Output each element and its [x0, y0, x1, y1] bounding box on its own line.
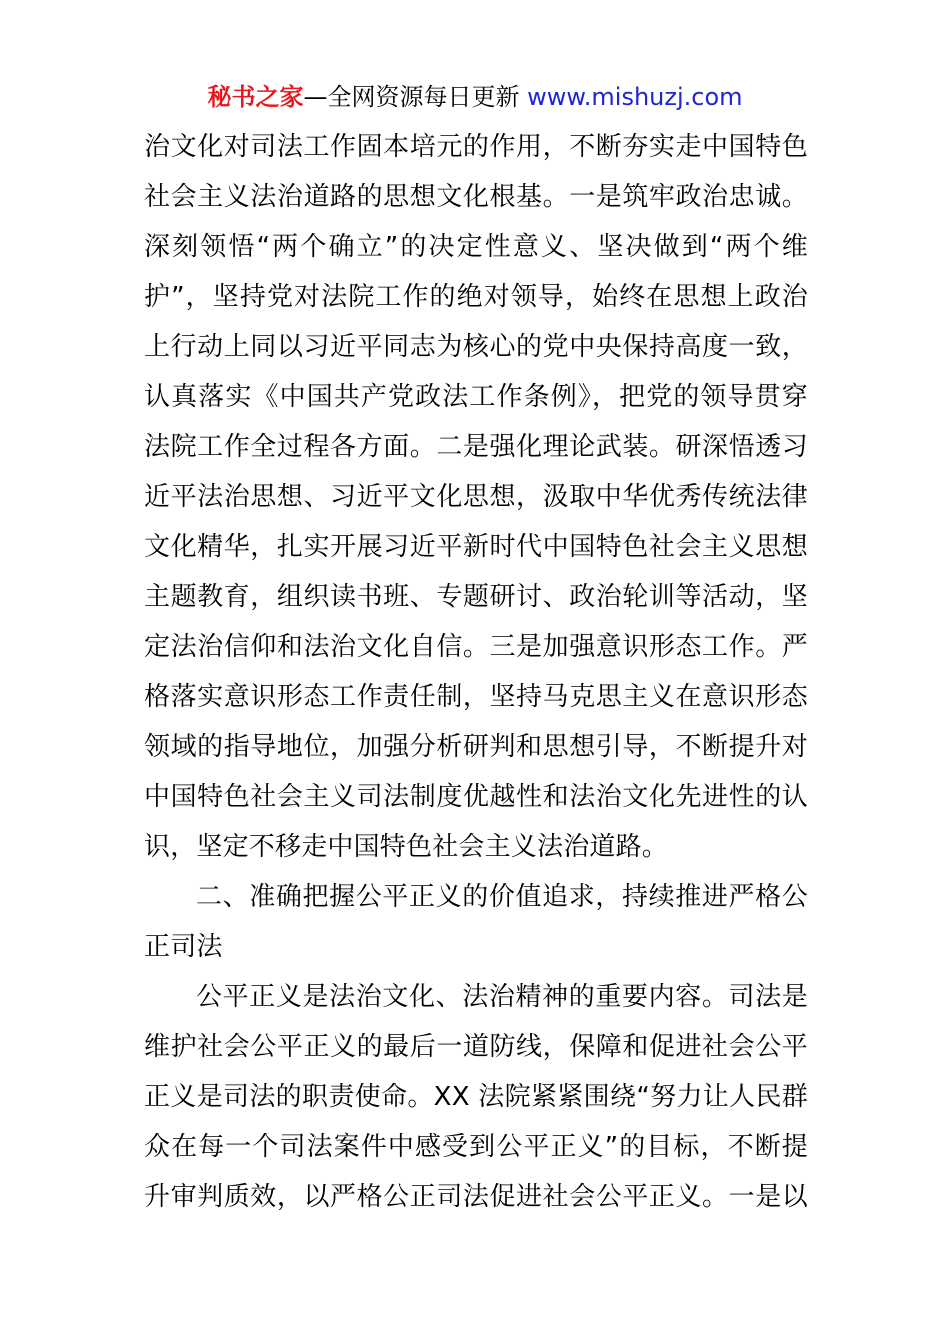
text-line: 维护社会公平正义的最后一道防线，保障和促进社会公平 — [144, 1032, 808, 1062]
text-line: 护”，坚持党对法院工作的绝对领导，始终在思想上政治 — [144, 282, 808, 312]
text-line: 公平正义是法治文化、法治精神的重要内容。司法是 — [196, 982, 808, 1012]
text-line: 近平法治思想、习近平文化思想，汲取中华优秀传统法律 — [144, 482, 808, 512]
text-line: 上行动上同以习近平同志为核心的党中央保持高度一致， — [144, 332, 808, 362]
text-line: 格落实意识形态工作责任制，坚持马克思主义在意识形态 — [144, 682, 808, 712]
page-header — [0, 80, 950, 114]
text-line: 升审判质效，以严格公正司法促进社会公平正义。一是以 — [144, 1182, 808, 1212]
text-line: 法院工作全过程各方面。二是强化理论武装。研深悟透习 — [144, 432, 808, 462]
text-line: 主题教育，组织读书班、专题研讨、政治轮训等活动，坚 — [144, 582, 808, 612]
site-url[interactable]: www.mishuzj.com — [527, 83, 743, 111]
text-line: 领域的指导地位，加强分析研判和思想引导，不断提升对 — [144, 732, 808, 762]
brand-name: 秘书之家 — [207, 83, 304, 111]
document-body — [144, 122, 808, 1222]
text-line: 社会主义法治道路的思想文化根基。一是筑牢政治忠诚。 — [144, 182, 808, 212]
text-line: 深刻领悟“两个确立”的决定性意义、坚决做到“两个维 — [144, 232, 808, 262]
text-line: 治文化对司法工作固本培元的作用，不断夯实走中国特色 — [144, 132, 808, 162]
section-heading-line: 正司法 — [144, 932, 223, 962]
text-line: 众在每一个司法案件中感受到公平正义”的目标，不断提 — [144, 1132, 808, 1162]
text-line: 认真落实《中国共产党政法工作条例》，把党的领导贯穿 — [144, 382, 808, 412]
text-line: 定法治信仰和法治文化自信。三是加强意识形态工作。严 — [144, 632, 808, 662]
header-tagline: —全网资源每日更新 — [303, 83, 528, 111]
text-line: 识，坚定不移走中国特色社会主义法治道路。 — [144, 832, 669, 862]
text-line: 文化精华，扎实开展习近平新时代中国特色社会主义思想 — [144, 532, 808, 562]
section-heading-line: 二、准确把握公平正义的价值追求，持续推进严格公 — [196, 882, 808, 912]
text-line: 中国特色社会主义司法制度优越性和法治文化先进性的认 — [144, 782, 808, 812]
text-line: 正义是司法的职责使命。XX 法院紧紧围绕“努力让人民群 — [144, 1082, 808, 1112]
